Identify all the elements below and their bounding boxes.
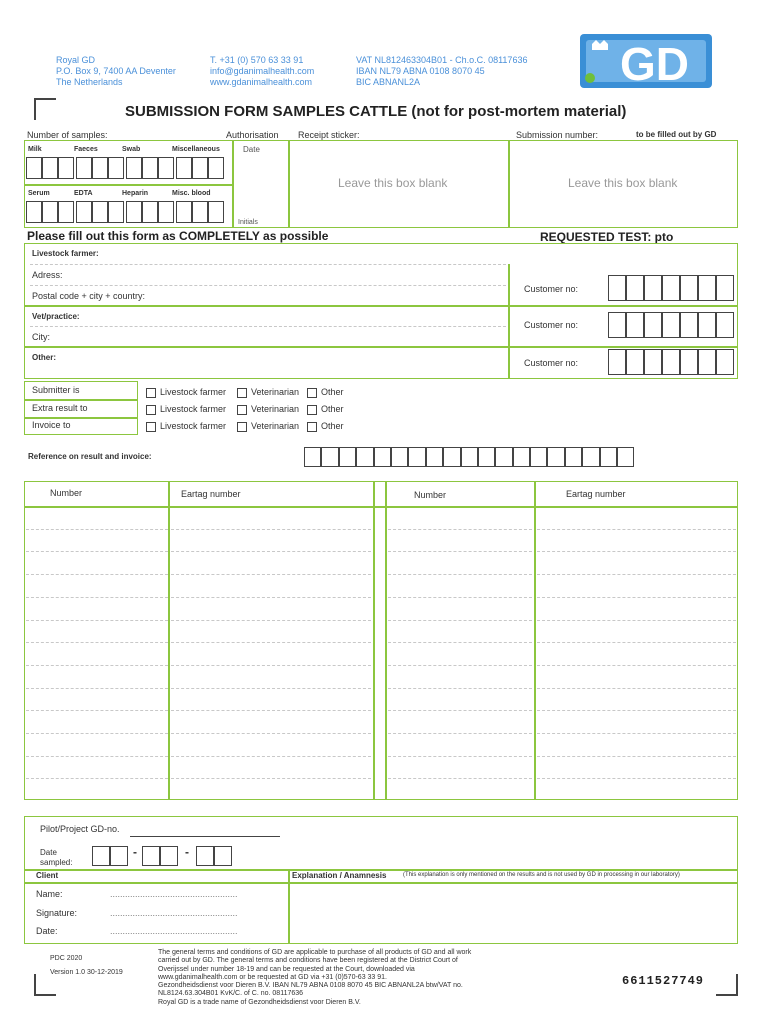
table-row-line bbox=[537, 665, 736, 666]
farmer-customer-no-cells[interactable] bbox=[608, 275, 734, 301]
reference-cell[interactable] bbox=[530, 447, 547, 467]
vet-title: Vet/practice: bbox=[32, 312, 80, 321]
reference-cell[interactable] bbox=[600, 447, 617, 467]
table-row-line bbox=[171, 551, 371, 552]
reference-cells[interactable] bbox=[304, 447, 634, 467]
farmer-address-label: Adress: bbox=[32, 270, 63, 280]
vet-customer-no-label: Customer no: bbox=[524, 320, 579, 330]
farmer-postal-label: Postal code + city + country: bbox=[32, 291, 146, 301]
other-customer-no-cells[interactable] bbox=[608, 349, 734, 375]
table-row-line bbox=[537, 574, 736, 575]
role-submitter-label: Submitter is bbox=[32, 385, 80, 395]
reference-cell[interactable] bbox=[356, 447, 373, 467]
reference-cell[interactable] bbox=[339, 447, 356, 467]
footer-version: Version 1.0 30-12-2019 bbox=[50, 969, 123, 976]
gd-note: to be filled out by GD bbox=[636, 130, 717, 139]
corner-mark-top-left bbox=[34, 98, 56, 120]
requested-test: REQUESTED TEST: pto bbox=[540, 230, 674, 244]
company-bank: VAT NL812463304B01 - Ch.o.C. 08117636 IBAN NL79 ABNA 0108 8070 45 BIC ABNANL2A bbox=[356, 55, 528, 87]
page-title: SUBMISSION FORM SAMPLES CATTLE (not for post-mortem material) bbox=[125, 103, 627, 120]
reference-cell[interactable] bbox=[321, 447, 338, 467]
sample-type-misc-blood: Misc. blood bbox=[172, 190, 211, 197]
reference-cell[interactable] bbox=[565, 447, 582, 467]
table-row-line bbox=[537, 688, 736, 689]
table-row-line bbox=[537, 597, 736, 598]
date-sampled-label: Date sampled: bbox=[40, 848, 73, 867]
form-number: 6611527749 bbox=[622, 974, 705, 988]
pilot-label: Pilot/Project GD-no. bbox=[40, 824, 120, 834]
table-row-line bbox=[537, 551, 736, 552]
col-eartag-left: Eartag number bbox=[181, 489, 241, 499]
table-row-line bbox=[26, 551, 168, 552]
reference-cell[interactable] bbox=[513, 447, 530, 467]
other-title: Other: bbox=[32, 353, 56, 362]
table-row-line bbox=[171, 529, 371, 530]
table-row-line bbox=[26, 665, 168, 666]
table-row-line bbox=[388, 733, 532, 734]
reference-cell[interactable] bbox=[304, 447, 321, 467]
footer-terms: The general terms and conditions of GD are applicable to purchase of all products of GD and all work carried out by GD. The general terms and conditions have been registered at the District Court of Overijssel under number 18-19 and can be requested at the Court, downloaded via www.gdanimalhealth.com or be requested at GD via +31 (0)570-63 33 91. Gezondheidsdienst voor Dieren B.V. IBAN NL79 ABNA 0108 8070 45 BIC ABNANL2A btw/VAT no. NL8124.63.304B01 KvK/C. of C. no. 08117636 Royal GD is a trade name of Gezondheidsdienst voor Dieren B.V. bbox=[158, 949, 472, 1006]
sample-type-milk: Milk bbox=[28, 146, 42, 153]
client-date-label: Date: bbox=[36, 926, 58, 936]
instruction-text: Please fill out this form as COMPLETELY as possible bbox=[27, 229, 329, 243]
extra-result-option-other[interactable]: Other bbox=[307, 404, 344, 415]
reference-cell[interactable] bbox=[391, 447, 408, 467]
table-row-line bbox=[537, 756, 736, 757]
submitter-option-other[interactable]: Other bbox=[307, 387, 344, 398]
extra-result-option-farmer[interactable]: Livestock farmer bbox=[146, 404, 226, 415]
sample-type-faeces: Faeces bbox=[74, 146, 98, 153]
table-row-line bbox=[26, 620, 168, 621]
samples-label: Number of samples: bbox=[27, 130, 108, 140]
table-row-line bbox=[171, 733, 371, 734]
table-row-line bbox=[171, 778, 371, 779]
table-row-line bbox=[388, 665, 532, 666]
table-row-line bbox=[537, 620, 736, 621]
reference-cell[interactable] bbox=[547, 447, 564, 467]
footer-code: PDC 2020 bbox=[50, 955, 83, 962]
col-eartag-right: Eartag number bbox=[566, 489, 626, 499]
table-row-line bbox=[171, 642, 371, 643]
table-row-line bbox=[26, 529, 168, 530]
date-sampled-month[interactable] bbox=[142, 846, 178, 866]
submission-label: Submission number: bbox=[516, 130, 599, 140]
reference-cell[interactable] bbox=[443, 447, 460, 467]
reference-cell[interactable] bbox=[495, 447, 512, 467]
reference-label: Reference on result and invoice: bbox=[28, 452, 152, 461]
date-sampled-year[interactable] bbox=[196, 846, 232, 866]
col-number-right: Number bbox=[414, 490, 447, 500]
table-row-line bbox=[26, 710, 168, 711]
sample-type-heparin: Heparin bbox=[122, 190, 149, 197]
table-row-line bbox=[26, 756, 168, 757]
reference-cell[interactable] bbox=[408, 447, 425, 467]
table-row-line bbox=[388, 551, 532, 552]
invoice-option-other[interactable]: Other bbox=[307, 421, 344, 432]
table-row-line bbox=[537, 642, 736, 643]
corner-mark-bottom-right bbox=[716, 974, 738, 996]
extra-result-option-vet[interactable]: Veterinarian bbox=[237, 404, 299, 415]
client-signature-label: Signature: bbox=[36, 908, 78, 918]
table-row-line bbox=[388, 597, 532, 598]
other-customer-no-label: Customer no: bbox=[524, 358, 579, 368]
role-invoice-label: Invoice to bbox=[32, 420, 71, 430]
farmer-customer-no-label: Customer no: bbox=[524, 284, 579, 294]
sample-count-cells-row1[interactable] bbox=[26, 157, 224, 179]
submitter-option-vet[interactable]: Veterinarian bbox=[237, 387, 299, 398]
sample-type-swab: Swab bbox=[122, 146, 141, 153]
table-row-line bbox=[537, 710, 736, 711]
table-row-line bbox=[26, 688, 168, 689]
farmer-title: Livestock farmer: bbox=[32, 249, 99, 258]
reference-cell[interactable] bbox=[617, 447, 634, 467]
submitter-option-farmer[interactable]: Livestock farmer bbox=[146, 387, 226, 398]
pilot-box bbox=[24, 816, 738, 870]
reference-cell[interactable] bbox=[461, 447, 478, 467]
table-row-line bbox=[388, 574, 532, 575]
client-name-label: Name: bbox=[36, 889, 63, 899]
svg-text:GD: GD bbox=[620, 38, 689, 90]
table-row-line bbox=[388, 642, 532, 643]
table-row-line bbox=[26, 642, 168, 643]
sample-type-edta: EDTA bbox=[74, 190, 93, 197]
table-row-line bbox=[388, 529, 532, 530]
table-row-line bbox=[171, 597, 371, 598]
pilot-input-line[interactable] bbox=[130, 836, 280, 837]
table-row-line bbox=[171, 574, 371, 575]
table-row-line bbox=[388, 710, 532, 711]
table-row-line bbox=[537, 778, 736, 779]
client-name-field[interactable]: ................................................... bbox=[110, 889, 238, 899]
corner-mark-bottom-left bbox=[34, 974, 56, 996]
company-address: Royal GD P.O. Box 9, 7400 AA Deventer The Netherlands bbox=[56, 55, 176, 87]
reference-cell[interactable] bbox=[374, 447, 391, 467]
role-extra-result-label: Extra result to bbox=[32, 403, 88, 413]
table-row-line bbox=[26, 597, 168, 598]
table-row-line bbox=[26, 574, 168, 575]
table-row-line bbox=[171, 620, 371, 621]
table-row-line bbox=[26, 778, 168, 779]
client-title: Client bbox=[36, 871, 59, 880]
client-signature-field[interactable]: ................................................... bbox=[110, 908, 238, 918]
receipt-label: Receipt sticker: bbox=[298, 130, 360, 140]
table-row-line bbox=[537, 733, 736, 734]
table-row-line bbox=[388, 688, 532, 689]
submission-blank-note: Leave this box blank bbox=[568, 176, 678, 190]
sample-type-serum: Serum bbox=[28, 190, 50, 197]
date-sampled-day[interactable] bbox=[92, 846, 128, 866]
col-number-left: Number bbox=[50, 488, 83, 498]
table-row-line bbox=[537, 529, 736, 530]
vet-city-label: City: bbox=[32, 332, 50, 342]
invoice-option-farmer[interactable]: Livestock farmer bbox=[146, 421, 226, 432]
vet-customer-no-cells[interactable] bbox=[608, 312, 734, 338]
reference-cell[interactable] bbox=[478, 447, 495, 467]
authorisation-initials-label: Initials bbox=[238, 219, 258, 226]
table-row-line bbox=[171, 756, 371, 757]
table-row-line bbox=[388, 620, 532, 621]
reference-cell[interactable] bbox=[582, 447, 599, 467]
reference-cell[interactable] bbox=[426, 447, 443, 467]
receipt-blank-note: Leave this box blank bbox=[338, 176, 448, 190]
client-date-field[interactable]: ................................................... bbox=[110, 926, 238, 936]
explanation-note: (This explanation is only mentioned on the results and is not used by GD in processing in our laboratory) bbox=[403, 872, 680, 878]
table-row-line bbox=[388, 756, 532, 757]
authorisation-date-label: Date bbox=[243, 145, 260, 154]
sample-type-misc: Miscellaneous bbox=[172, 146, 220, 153]
table-row-line bbox=[171, 665, 371, 666]
table-row-line bbox=[171, 710, 371, 711]
company-contact: T. +31 (0) 570 63 33 91 info@gdanimalhealth.com www.gdanimalhealth.com bbox=[210, 55, 315, 87]
authorisation-label: Authorisation bbox=[226, 130, 279, 140]
table-row-line bbox=[388, 778, 532, 779]
explanation-title: Explanation / Anamnesis bbox=[292, 871, 387, 880]
sample-count-cells-row2[interactable] bbox=[26, 201, 224, 223]
gd-logo bbox=[576, 30, 716, 92]
invoice-option-vet[interactable]: Veterinarian bbox=[237, 421, 299, 432]
table-row-line bbox=[26, 733, 168, 734]
table-row-line bbox=[171, 688, 371, 689]
